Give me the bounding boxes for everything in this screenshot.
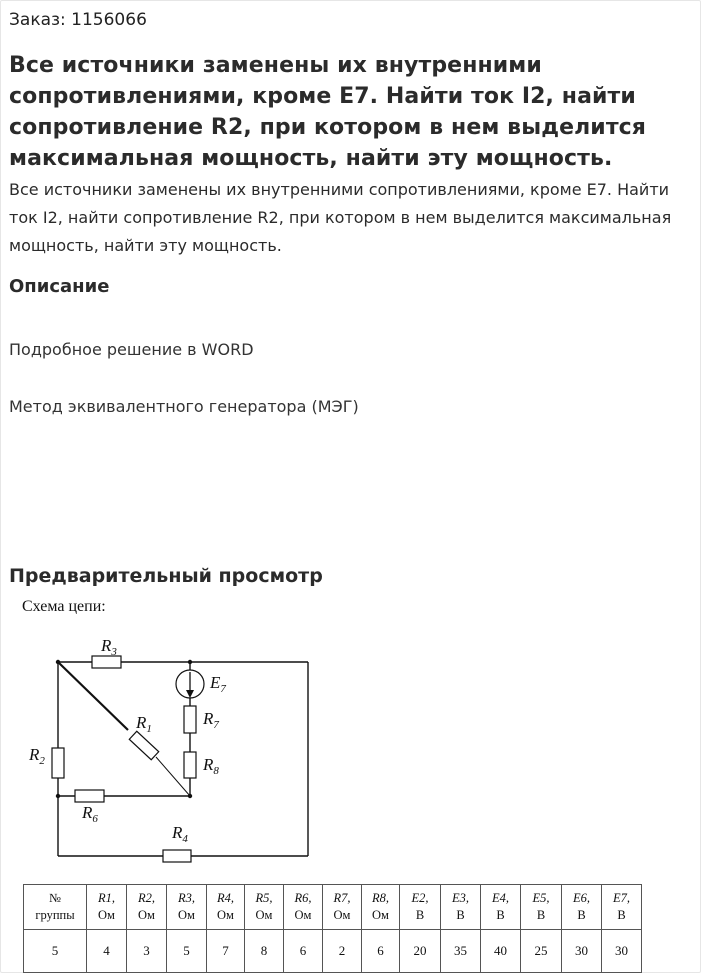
header-symbol: R6, (294, 891, 312, 905)
parameters-table (23, 884, 642, 973)
table-header-cell (284, 885, 323, 930)
header-symbol: № (49, 891, 61, 905)
header-symbol: E4, (491, 891, 509, 905)
table-header-cell (24, 885, 87, 930)
header-symbol: R4, (216, 891, 234, 905)
label-r7: $R_7$ (203, 709, 219, 731)
preview-heading: Предварительный просмотр (9, 565, 323, 587)
order-number: Заказ: 1156066 (9, 10, 147, 30)
table-header-cell (127, 885, 167, 930)
node-left (56, 794, 60, 798)
header-unit: В (617, 908, 626, 922)
table-cell: 25 (521, 930, 562, 973)
header-unit: Ом (255, 908, 273, 922)
table-cell: 30 (562, 930, 602, 973)
header-unit: Ом (217, 908, 234, 922)
header-symbol: E5, (532, 891, 550, 905)
table-header-cell (245, 885, 284, 930)
node-top-left (56, 660, 60, 664)
header-unit: Ом (294, 908, 312, 922)
header-unit: Ом (98, 908, 115, 922)
table-header-cell (87, 885, 127, 930)
header-symbol: R2, (137, 891, 155, 905)
label-r1: $R_1$ (136, 713, 152, 735)
header-unit: В (536, 908, 546, 922)
header-unit: В (577, 908, 586, 922)
table-cell: 4 (87, 930, 127, 973)
header-unit: Ом (138, 908, 155, 922)
header-unit: В (496, 908, 505, 922)
table-header-row (24, 885, 642, 930)
task-text: Все источники заменены их внутренними сопротивлениями, кроме E7. Найти ток I2, найти сопротивление R2, при котором в нем выделится максимальная мощность, найти эту мощность. (9, 180, 672, 255)
table-cell: 6 (362, 930, 400, 973)
table-cell: 7 (207, 930, 245, 973)
node-inner (188, 794, 192, 798)
label-r2: $R_2$ (29, 745, 45, 767)
resistor-r2 (52, 748, 64, 778)
label-r8: $R_8$ (203, 755, 219, 777)
table-header-cell (602, 885, 642, 930)
header-symbol: E2, (411, 891, 429, 905)
table-cell: 3 (127, 930, 167, 973)
label-r4: $R_4$ (172, 823, 188, 845)
table-cell: 30 (602, 930, 642, 973)
circuit-diagram (0, 620, 360, 870)
description-heading: Описание (9, 276, 110, 297)
label-r6: $R_6$ (82, 803, 98, 825)
table-header-cell (167, 885, 207, 930)
header-symbol: R1, (97, 891, 115, 905)
page-title: Все источники заменены их внутренними сопротивлениями, кроме E7. Найти ток I2, найти сопротивление R2, при котором в нем выделится максимальная мощность, найти эту мощность. (9, 53, 647, 171)
table-header-cell (362, 885, 400, 930)
header-unit: В (456, 908, 465, 922)
header-unit: Ом (372, 908, 389, 922)
header-unit: В (415, 908, 425, 922)
header-unit: группы (35, 908, 75, 922)
table-header-cell (562, 885, 602, 930)
header-symbol: R5, (255, 891, 273, 905)
table-cell: 5 (167, 930, 207, 973)
header-symbol: R7, (333, 891, 351, 905)
table-header-cell (400, 885, 441, 930)
header-symbol: E7, (612, 891, 630, 905)
header-unit: Ом (178, 908, 195, 922)
resistor-r8 (184, 752, 196, 778)
header-unit: Ом (333, 908, 351, 922)
header-symbol: R8, (371, 891, 389, 905)
table-header-cell (207, 885, 245, 930)
header-symbol: R3, (177, 891, 195, 905)
table-cell: 5 (24, 930, 87, 973)
resistor-r4 (163, 850, 191, 862)
scheme-label: Схема цепи: (22, 598, 106, 615)
resistor-r6 (75, 790, 104, 802)
label-e7: $E_7$ (210, 673, 226, 695)
resistor-r1 (129, 731, 158, 760)
table-cell: 8 (245, 930, 284, 973)
diagonal-wire (58, 662, 128, 730)
table-header-cell (521, 885, 562, 930)
header-symbol: E6, (572, 891, 590, 905)
header-symbol: E3, (451, 891, 469, 905)
description-line-2: Метод эквивалентного генератора (МЭГ) (9, 397, 359, 416)
table-cell: 6 (284, 930, 323, 973)
table-header-cell (481, 885, 521, 930)
node-top-mid (188, 660, 192, 664)
table-cell: 40 (481, 930, 521, 973)
table-cell: 2 (323, 930, 362, 973)
table-cell: 35 (441, 930, 481, 973)
table-cell: 20 (400, 930, 441, 973)
table-header-cell (441, 885, 481, 930)
table-header-cell (323, 885, 362, 930)
description-line-1: Подробное решение в WORD (9, 340, 254, 359)
label-r3: $R_3$ (101, 636, 117, 658)
resistor-r7 (184, 706, 196, 733)
table-row (24, 930, 642, 973)
